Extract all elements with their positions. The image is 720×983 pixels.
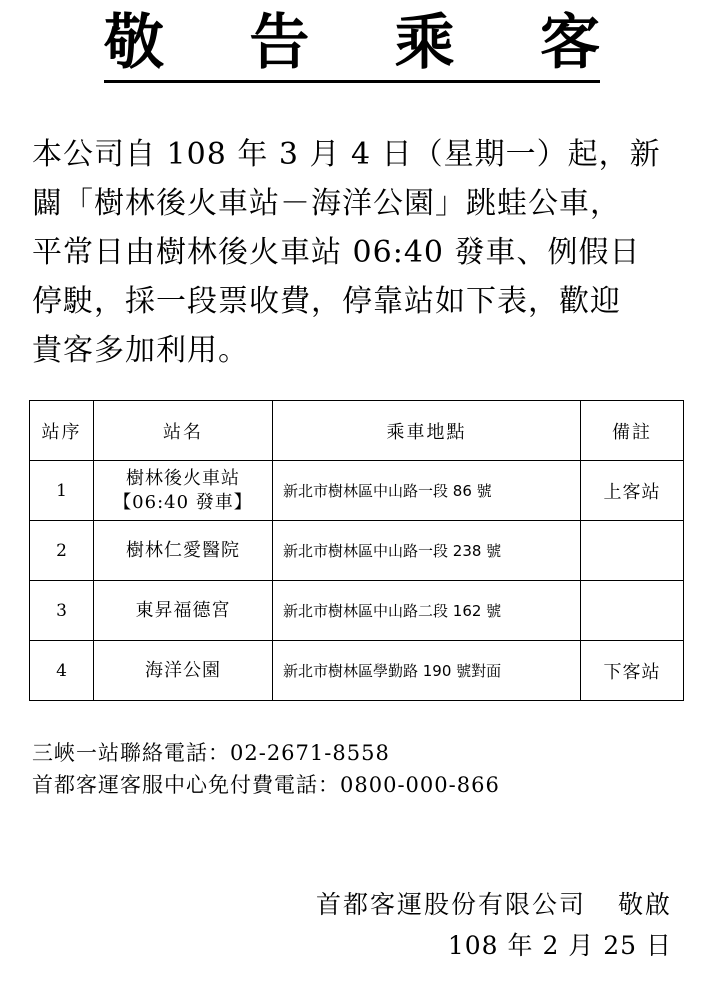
header-location: 乘車地點	[273, 401, 581, 461]
stop-location: 新北市樹林區中山路二段 162 號	[273, 581, 581, 641]
notice-date: 108 年 2 月 25 日	[447, 931, 672, 960]
stop-location: 新北市樹林區學勤路 190 號對面	[273, 641, 581, 701]
table-row	[30, 521, 684, 581]
stop-name-sub: 【06:40 發車】	[113, 491, 253, 513]
stop-name: 樹林仁愛醫院	[94, 521, 273, 581]
stop-seq: 3	[30, 581, 94, 641]
page-title	[104, 6, 600, 83]
stop-note: 下客站	[581, 641, 684, 701]
header-seq: 站序	[30, 401, 94, 461]
header-stop-name: 站名	[94, 401, 273, 461]
table-header-row	[30, 401, 684, 461]
title-char: 客	[539, 8, 600, 78]
stop-note: 上客站	[581, 461, 684, 521]
stop-name: 樹林後火車站	[126, 467, 240, 489]
title-char: 告	[249, 8, 310, 78]
company-name: 首都客運股份有限公司	[315, 890, 586, 919]
table-row	[30, 641, 684, 701]
title-char: 敬	[104, 8, 164, 78]
stop-seq: 4	[30, 641, 94, 701]
company-signature	[316, 885, 672, 921]
table-row	[30, 461, 684, 521]
stop-note	[581, 521, 684, 581]
stop-location: 新北市樹林區中山路一段 86 號	[273, 461, 581, 521]
notice-line: 貴客多加利用。	[32, 333, 249, 368]
notice-line: 本公司自 108 年 3 月 4 日（星期一）起，新	[32, 137, 661, 172]
greeting: 敬啟	[617, 890, 672, 919]
contact-line: 三峽一站聯絡電話：02-2671-8558	[32, 741, 390, 765]
stop-location: 新北市樹林區中山路一段 238 號	[273, 521, 581, 581]
stop-name: 東昇福德宮	[94, 581, 273, 641]
notice-line: 闢「樹林後火車站－海洋公園」跳蛙公車，	[32, 186, 621, 221]
notice-line: 停駛，採一段票收費，停靠站如下表，歡迎	[32, 284, 621, 319]
notice-line: 平常日由樹林後火車站 06:40 發車、例假日	[32, 235, 641, 270]
title-char: 乘	[394, 8, 455, 78]
contact-info	[32, 737, 500, 801]
bus-stop-table	[29, 400, 684, 701]
header-note: 備註	[581, 401, 684, 461]
stop-name-cell	[94, 461, 273, 521]
table-row	[30, 581, 684, 641]
stop-seq: 2	[30, 521, 94, 581]
stop-name: 海洋公園	[94, 641, 273, 701]
stop-note	[581, 581, 684, 641]
notice-paragraph	[32, 130, 692, 375]
contact-line: 首都客運客服中心免付費電話：0800-000-866	[32, 773, 500, 797]
stop-seq: 1	[30, 461, 94, 521]
